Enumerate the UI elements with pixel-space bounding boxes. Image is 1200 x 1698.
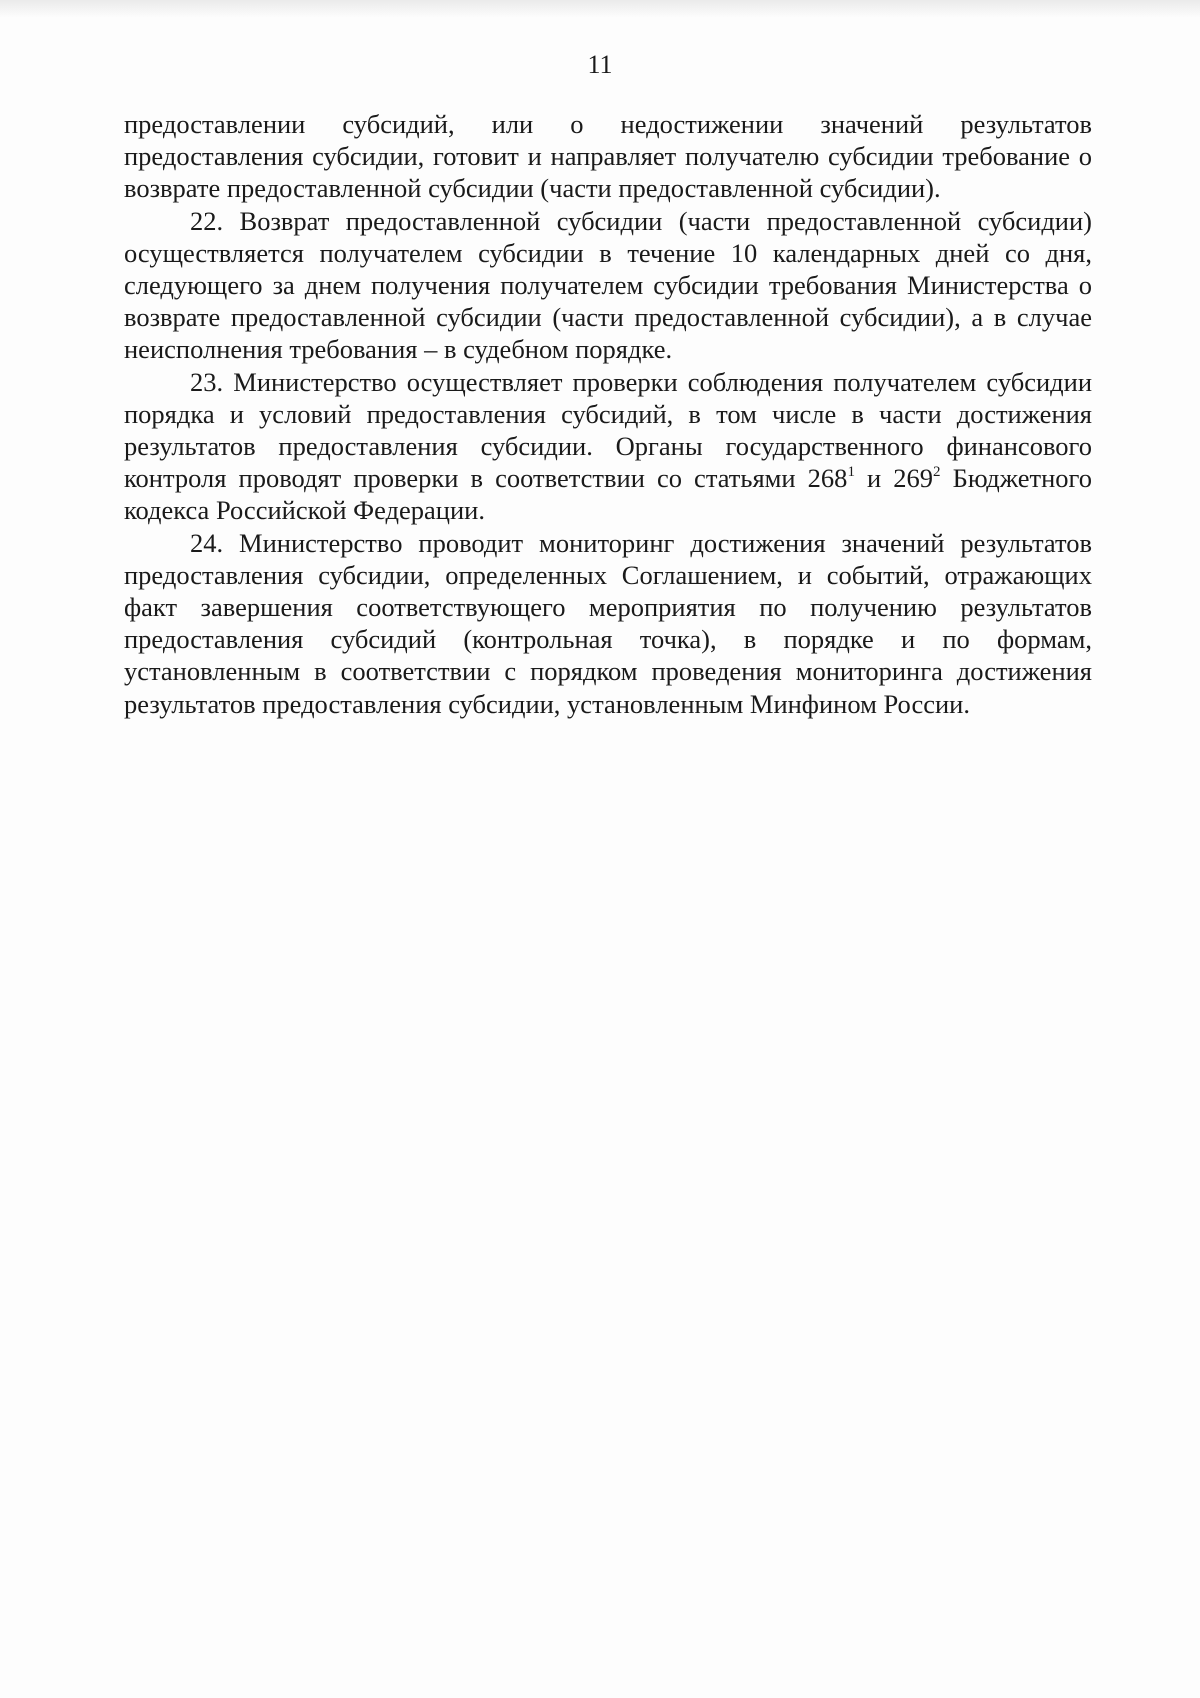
paragraph-23-text-part1: 23. Министерство осуществляет проверки соблюдения получателем субсидии порядка и условий предоставления субсидий, в том числе в части достижения результатов предоставления субсидии. Органы государственного финансового контроля проводят проверки в соответствии со статьями 268 <box>124 366 1092 494</box>
superscript-article-269: 2 <box>933 464 941 481</box>
paragraph-23-text-part3: Бюджетного кодекса Российской Федерации. <box>124 463 1092 526</box>
paragraph-continuation: предоставлении субсидий, или о недостижении значений результатов предоставления субсидии, готовит и направляет получателю субсидии требование о возврате предоставленной субсидии (части предоставленной субсидии). <box>124 109 1092 204</box>
paragraph-23-text-part2: и 269 <box>854 463 934 494</box>
scan-edge-shadow <box>0 0 1200 18</box>
page-number: 11 <box>587 50 613 79</box>
document-body <box>124 108 1092 720</box>
paragraph-24: 24. Министерство проводит мониторинг достижения значений результатов предоставления субсидии, определенных Соглашением, и событий, отражающих факт завершения соответствующего мероприятия по получению результатов предоставления субсидий (контрольная точка), в порядке и по формам, установленным в соответствии с порядком проведения мониторинга достижения результатов предоставления субсидии, установленным Минфином России. <box>124 527 1092 719</box>
paragraph-23 <box>124 366 1092 527</box>
superscript-article-268: 1 <box>847 464 855 481</box>
paragraph-22: 22. Возврат предоставленной субсидии (части предоставленной субсидии) осуществляется получателем субсидии в течение 10 календарных дней со дня, следующего за днем получения получателем субсидии требования Министерства о возврате предоставленной субсидии (части предоставленной субсидии), а в случае неисполнения требования – в судебном порядке. <box>124 205 1092 365</box>
